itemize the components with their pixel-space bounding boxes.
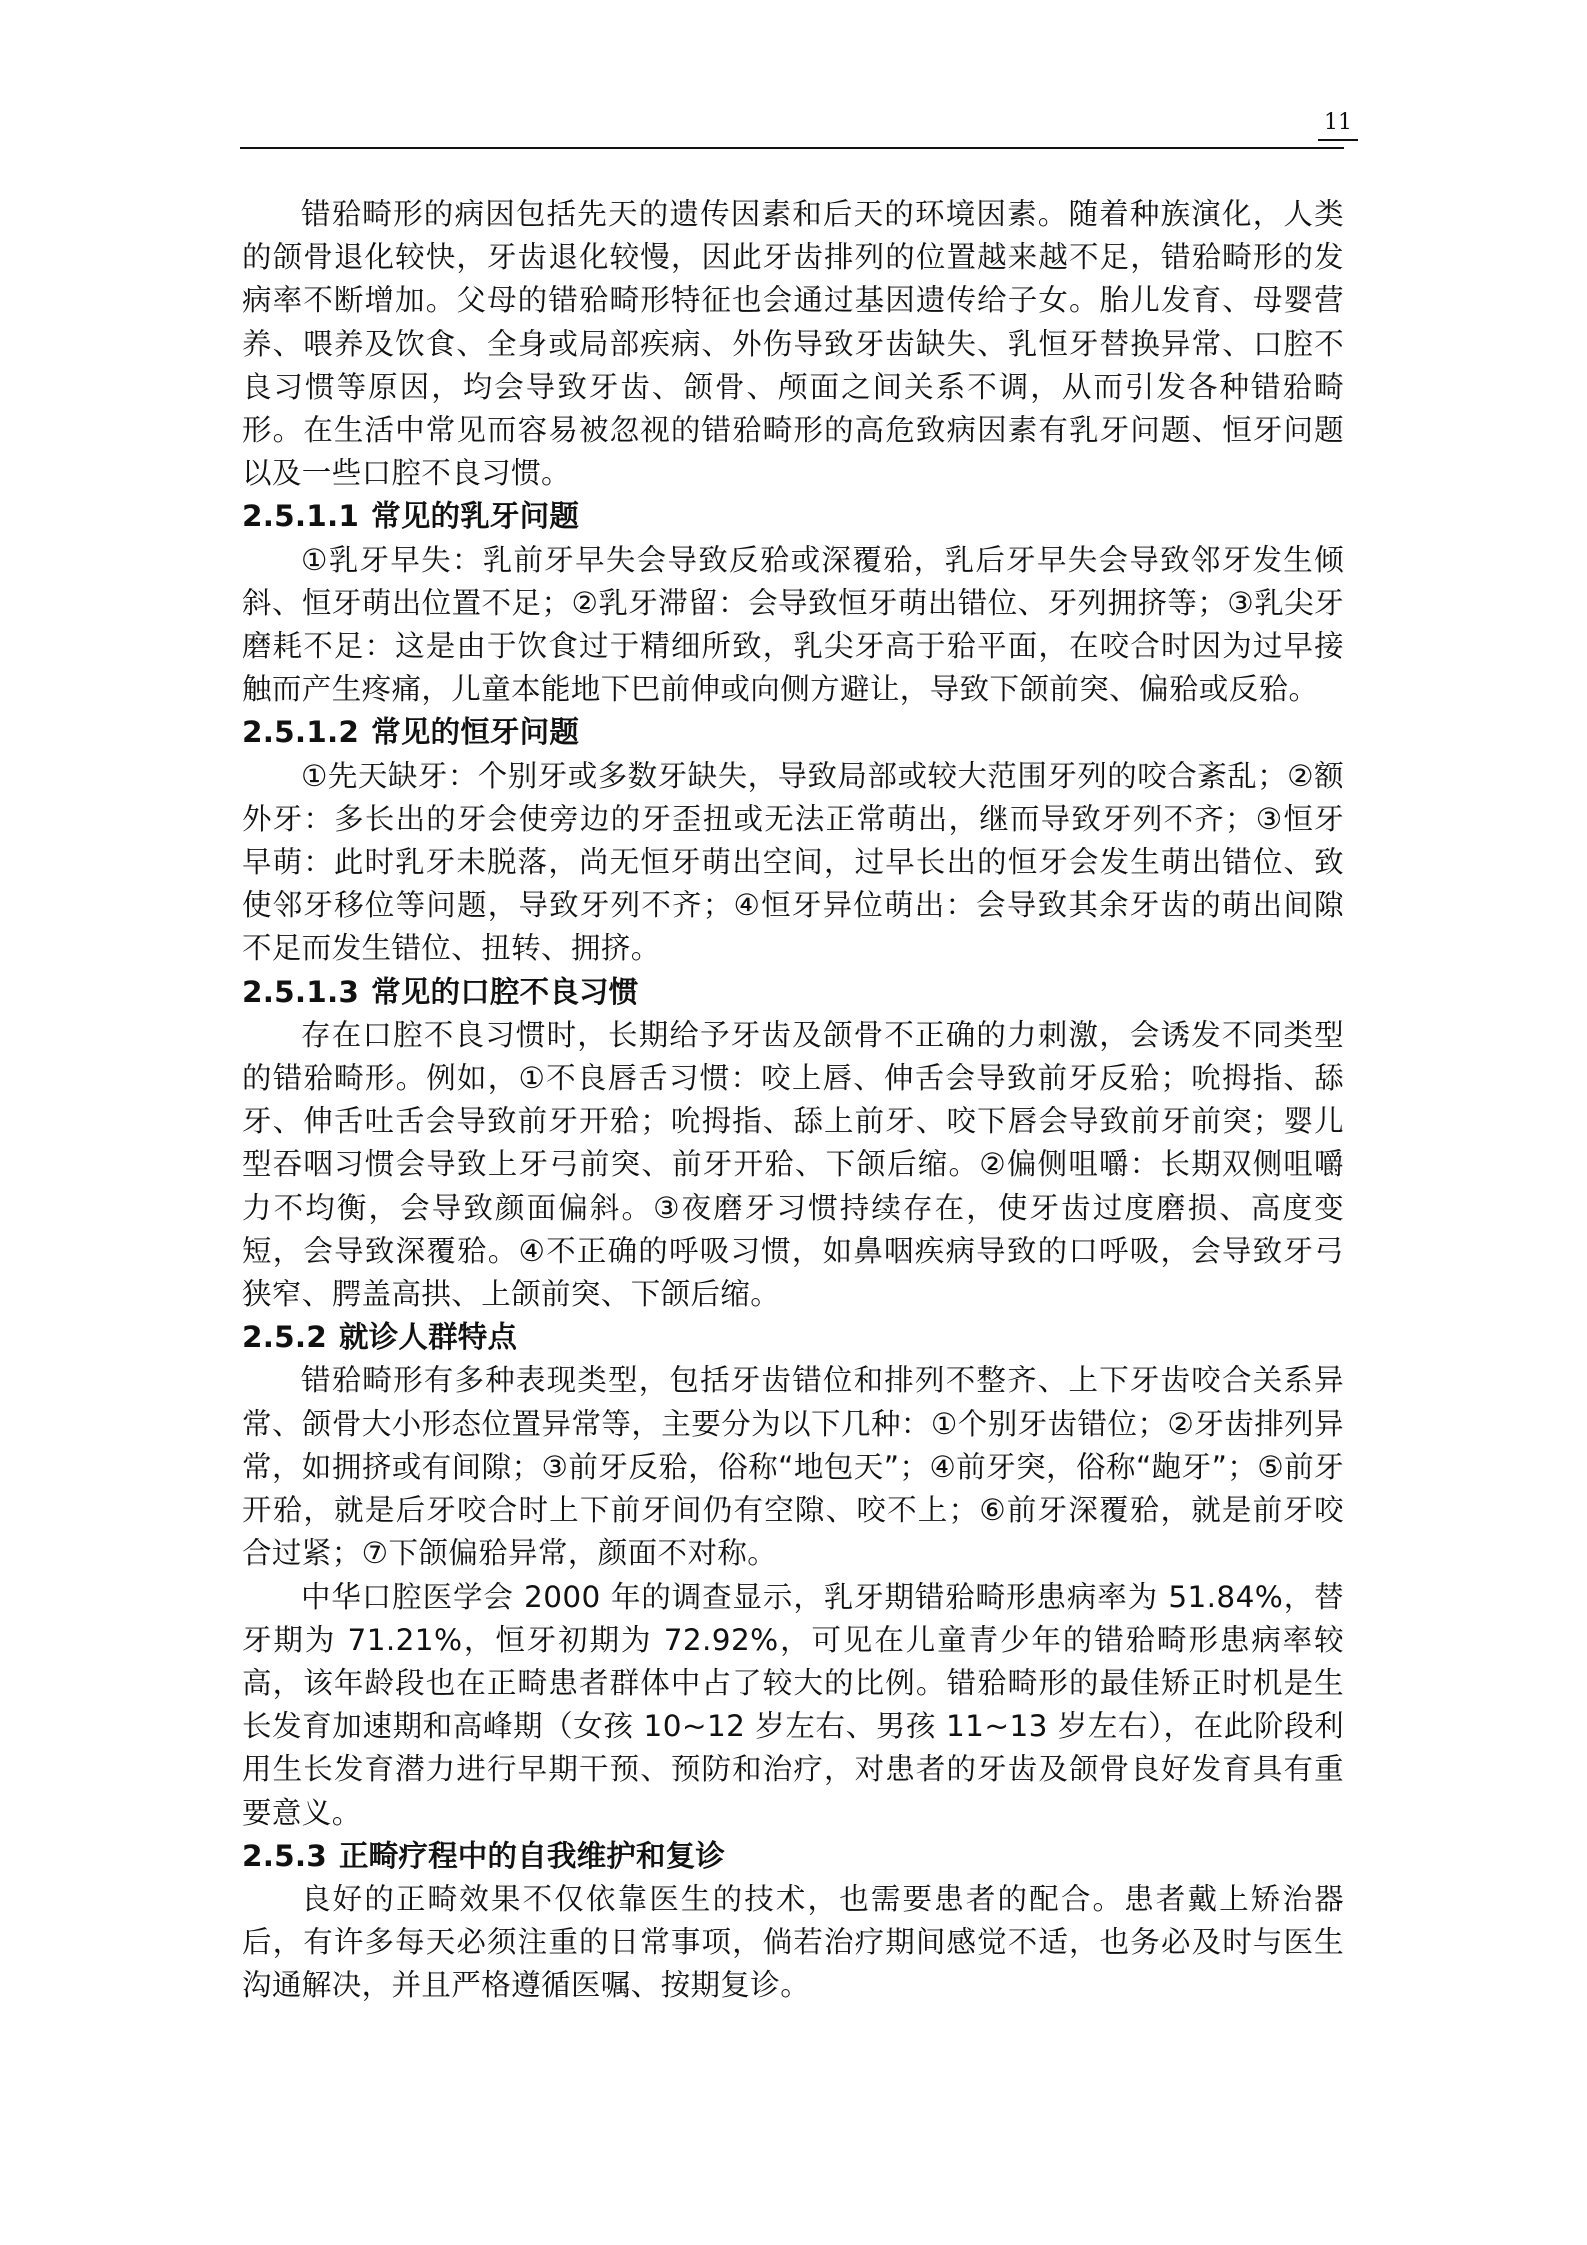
section-number: 2.5.1.3 — [242, 974, 360, 1009]
section-title: 正畸疗程中的自我维护和复诊 — [339, 1838, 726, 1873]
section-number: 2.5.2 — [242, 1320, 327, 1355]
section-heading-2513 — [242, 971, 1344, 1014]
paragraph-prevalence-survey: 中华口腔医学会 2000 年的调查显示，乳牙期错𬌗畸形患病率为 51.84%，替牙期为 71.21%，恒牙初期为 72.92%，可见在儿童青少年的错𬌗畸形患病率较高，该年龄段也在正畸患者群体中占了较大的比例。错𬌗畸形的最佳矫正时机是生长发育加速期和高峰期（女孩 10~12 岁左右、男孩 11~13 岁左右），在此阶段利用生长发育潜力进行早期干预、预防和治疗，对患者的牙齿及颌骨良好发育具有重要意义。 — [242, 1579, 1344, 1830]
section-title: 常见的恒牙问题 — [371, 715, 580, 750]
paragraph-permanent-teeth: ①先天缺牙：个别牙或多数牙缺失，导致局部或较大范围牙列的咬合紊乱；②额外牙：多长出的牙会使旁边的牙歪扭或无法正常萌出，继而导致牙列不齐；③恒牙早萌：此时乳牙未脱落，尚无恒牙萌出空间，过早长出的恒牙会发生萌出错位、致使邻牙移位等问题，导致牙列不齐；④恒牙异位萌出：会导致其余牙齿的萌出间隙不足而发生错位、扭转、拥挤。 — [242, 758, 1344, 966]
section-title: 常见的口腔不良习惯 — [371, 974, 639, 1009]
section-heading-2512 — [242, 711, 1344, 754]
section-number: 2.5.1.1 — [242, 499, 360, 534]
page-body — [242, 193, 1344, 2008]
header-rule — [240, 147, 1344, 149]
paragraph-self-maintenance: 良好的正畸效果不仅依靠医生的技术，也需要患者的配合。患者戴上矫治器后，有许多每天必须注重的日常事项，倘若治疗期间感觉不适，也务必及时与医生沟通解决，并且严格遵循医嘱、按期复诊。 — [242, 1881, 1344, 2003]
section-title: 常见的乳牙问题 — [371, 499, 580, 534]
section-number: 2.5.3 — [242, 1838, 327, 1873]
paragraph-oral-habits: 存在口腔不良习惯时，长期给予牙齿及颌骨不正确的力刺激，会诱发不同类型的错𬌗畸形。例如，①不良唇舌习惯：咬上唇、伸舌会导致前牙反𬌗；吮拇指、舔牙、伸舌吐舌会导致前牙开𬌗；吮拇指、舔上前牙、咬下唇会导致前牙前突；婴儿型吞咽习惯会导致上牙弓前突、前牙开𬌗、下颌后缩。②偏侧咀嚼：长期双侧咀嚼力不均衡，会导致颜面偏斜。③夜磨牙习惯持续存在，使牙齿过度磨损、高度变短，会导致深覆𬌗。④不正确的呼吸习惯，如鼻咽疾病导致的口呼吸，会导致牙弓狭窄、腭盖高拱、上颌前突、下颌后缩。 — [242, 1017, 1344, 1312]
section-heading-252 — [242, 1316, 1344, 1359]
section-number: 2.5.1.2 — [242, 715, 360, 750]
paragraph-malocclusion-types: 错𬌗畸形有多种表现类型，包括牙齿错位和排列不整齐、上下牙齿咬合关系异常、颌骨大小形态位置异常等，主要分为以下几种：①个别牙齿错位；②牙齿排列异常，如拥挤或有间隙；③前牙反𬌗，俗称“地包天”；④前牙突，俗称“龅牙”；⑤前牙开𬌗，就是后牙咬合时上下前牙间仍有空隙、咬不上；⑥前牙深覆𬌗，就是前牙咬合过紧；⑦下颌偏𬌗异常，颜面不对称。 — [242, 1363, 1344, 1571]
section-title: 就诊人群特点 — [339, 1320, 518, 1355]
intro-paragraph: 错𬌗畸形的病因包括先天的遗传因素和后天的环境因素。随着种族演化，人类的颌骨退化较快，牙齿退化较慢，因此牙齿排列的位置越来越不足，错𬌗畸形的发病率不断增加。父母的错𬌗畸形特征也会通过基因遗传给子女。胎儿发育、母婴营养、喂养及饮食、全身或局部疾病、外伤导致牙齿缺失、乳恒牙替换异常、口腔不良习惯等原因，均会导致牙齿、颌骨、颅面之间关系不调，从而引发各种错𬌗畸形。在生活中常见而容易被忽视的错𬌗畸形的高危致病因素有乳牙问题、恒牙问题以及一些口腔不良习惯。 — [242, 197, 1344, 491]
page-number: 11 — [1318, 110, 1358, 141]
section-heading-253 — [242, 1835, 1344, 1878]
section-heading-2511 — [242, 495, 1344, 538]
paragraph-primary-teeth: ①乳牙早失：乳前牙早失会导致反𬌗或深覆𬌗，乳后牙早失会导致邻牙发生倾斜、恒牙萌出位置不足；②乳牙滞留：会导致恒牙萌出错位、牙列拥挤等；③乳尖牙磨耗不足：这是由于饮食过于精细所致，乳尖牙高于𬌗平面，在咬合时因为过早接触而产生疼痛，儿童本能地下巴前伸或向侧方避让，导致下颌前突、偏𬌗或反𬌗。 — [242, 542, 1344, 707]
